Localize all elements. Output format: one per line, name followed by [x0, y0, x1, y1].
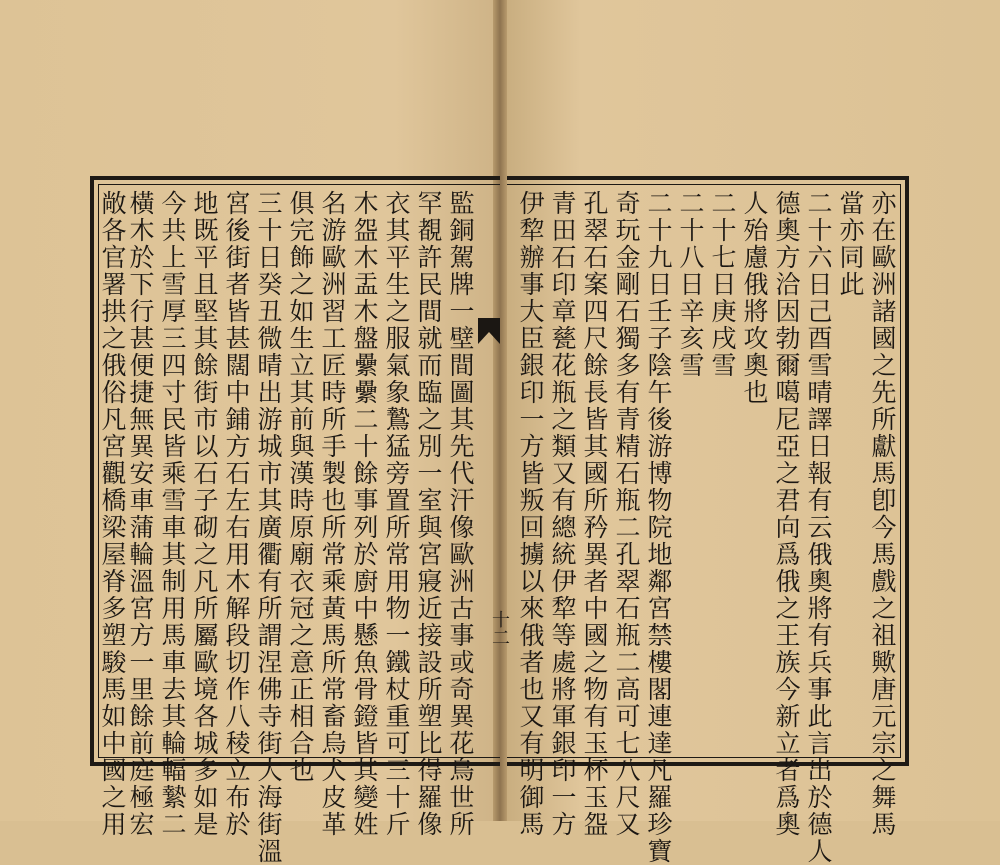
text-column: 木盌木盂木盤纍纍二十餘事列於廚中懸魚骨鐙皆其變姓 — [350, 190, 379, 838]
text-column: 亦在歐洲諸國之先所獻馬卽今馬戲之祖歟唐元宗之舞馬 — [868, 190, 897, 838]
text-column: 二十六日己酉雪晴譯日報有云俄奧將有兵事此言出於德人 — [804, 190, 833, 865]
text-column: 二十九日壬子陰午後游博物院地鄰宮禁樓閣連達凡羅珍寶 — [644, 190, 673, 865]
text-column: 衣其平生之服氣象鷙猛旁置所常用物一鐵杖重可三十斤 — [382, 190, 411, 838]
text-column: 德奧方洽因勃爾噶尼亞之君向爲俄之王族今新立者爲奧 — [772, 190, 801, 838]
text-column: 伊犂辦事大臣銀印一方皆叛回擄以來俄者也又有明御馬 — [516, 190, 545, 838]
text-column: 奇玩金剛石獨多有青精石瓶二孔翠石瓶二高可七八尺又 — [612, 190, 641, 838]
text-column: 宮後街者皆甚闊中鋪方石左右用木解段切作八稜立布於 — [222, 190, 251, 838]
folio-number: 十二 — [489, 610, 510, 646]
text-column: 今共上雪厚三四寸民皆乘雪車其制用馬車去其輪輻縶二 — [158, 190, 187, 838]
text-column: 地既平且堅其餘街市以石子砌之凡所屬歐境各城多如是 — [190, 190, 219, 838]
text-column: 名游歐洲習工匠時所手製也所常乘黃馬所常畜烏犬皮革 — [318, 190, 347, 838]
text-column: 二十七日庚戌雪 — [708, 190, 737, 379]
fishtail-ornament-icon — [478, 318, 500, 344]
text-column: 青田石印章甆花瓶之類又有總統伊犂等處將軍銀印一方 — [548, 190, 577, 838]
text-column: 孔翠石案四尺餘長皆其國所矜異者中國之物有玉杯玉盌 — [580, 190, 609, 838]
text-column: 敞各官署拱之俄俗凡宮觀橋梁屋脊多塑駿馬如中國之用 — [98, 190, 127, 838]
text-column: 人殆慮俄將攻奧也 — [740, 190, 769, 406]
text-column: 監銅駕牌一壁間圖其先代汗像歐洲古事或奇異花鳥世所 — [446, 190, 475, 838]
text-column: 三十日癸丑微晴出游城市其廣衢有所謂涅佛寺街大海街溫 — [254, 190, 283, 865]
text-column: 當亦同此 — [836, 190, 865, 298]
text-column: 橫木於下行甚便捷無異安車蒲輪溫宮方一里餘前庭極宏 — [126, 190, 155, 838]
text-column: 罕覩許民間就而臨之別一室與宮寢近接設所塑比得羅像 — [414, 190, 443, 838]
text-column: 俱完飾之如生立其前與漢時原廟衣冠之意正相合也 — [286, 190, 315, 784]
text-column: 二十八日辛亥雪 — [676, 190, 705, 379]
